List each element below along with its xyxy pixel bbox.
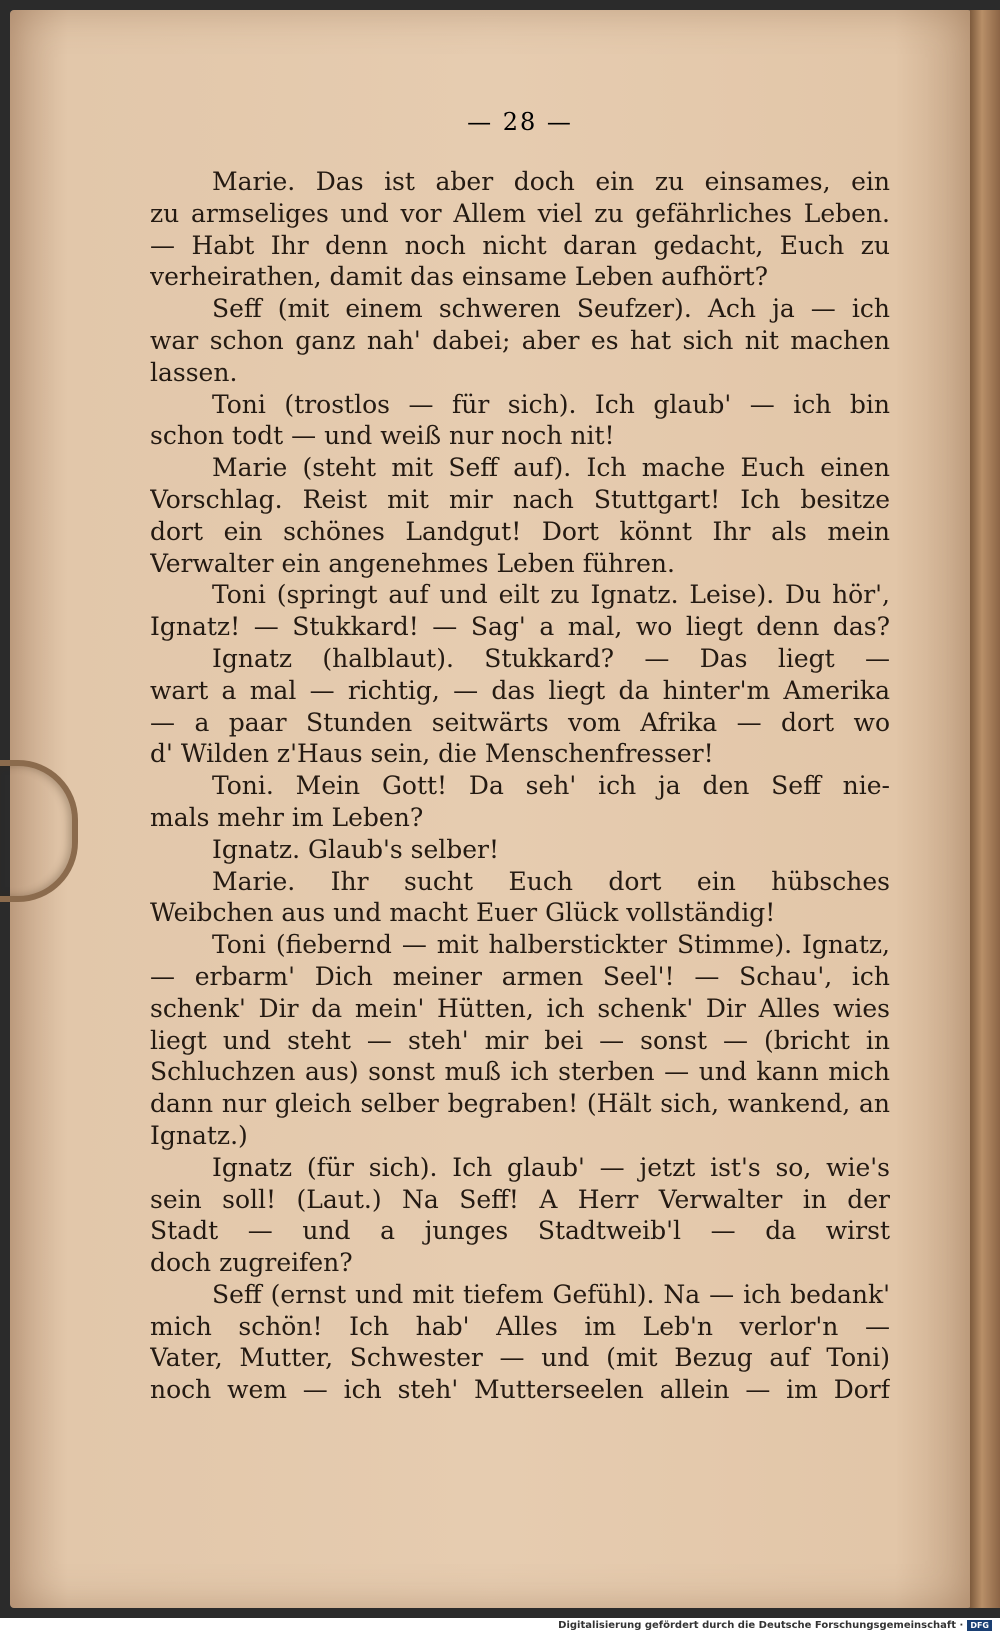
text-line: Toni. Mein Gott! Da seh' ich ja den Seff nie- xyxy=(212,771,890,801)
text-line: Ignatz! — Stukkard! — Sag' a mal, wo liegt denn das? xyxy=(150,612,890,642)
text-line: mich schön! Ich hab' Alles im Leb'n verlor'n — xyxy=(150,1311,890,1341)
text-line: sein soll! (Laut.) Na Seff! A Herr Verwalter in der xyxy=(150,1184,890,1214)
text-line: dann nur gleich selber begraben! (Hält sich, wankend, an xyxy=(150,1089,890,1119)
page-number: — 28 — xyxy=(467,108,573,136)
text-line: — Habt Ihr denn noch nicht daran gedacht, Euch zu xyxy=(150,230,890,260)
footer-text: Digitalisierung gefördert durch die Deutsche Forschungsgemeinschaft · xyxy=(558,1620,964,1631)
text-line: Ignatz. Glaub's selber! xyxy=(212,834,500,864)
text-line: Toni (trostlos — für sich). Ich glaub' — ich bin xyxy=(212,389,890,419)
text-line: Ignatz (halblaut). Stukkard? — Das liegt — xyxy=(212,643,890,673)
text-line: Schluchzen aus) sonst muß ich sterben — und kann mich xyxy=(150,1057,890,1087)
text-line: Weibchen aus und macht Euer Glück vollständig! xyxy=(150,898,776,928)
text-line: — erbarm' Dich meiner armen Seel'! — Schau', ich xyxy=(150,961,890,991)
text-line: noch wem — ich steh' Mutterseelen allein — im Dorf xyxy=(150,1375,890,1405)
text-line: Ignatz.) xyxy=(150,1120,248,1150)
text-line: d' Wilden z'Haus sein, die Menschenfresser! xyxy=(150,739,714,769)
text-line: Verwalter ein angenehmes Leben führen. xyxy=(150,548,675,578)
text-line: zu armseliges und vor Allem viel zu gefährliches Leben. xyxy=(150,198,890,228)
text-line: doch zugreifen? xyxy=(150,1248,353,1278)
dfg-logo: DFG xyxy=(967,1620,992,1631)
text-line: Vater, Mutter, Schwester — und (mit Bezug auf Toni) xyxy=(150,1343,890,1373)
text-line: Vorschlag. Reist mit mir nach Stuttgart! Ich besitze xyxy=(150,484,890,514)
text-line: Toni (springt auf und eilt zu Ignatz. Leise). Du hör', xyxy=(212,580,890,610)
text-line: wart a mal — richtig, — das liegt da hinter'm Amerika xyxy=(150,675,890,705)
text-line: Seff (ernst und mit tiefem Gefühl). Na — ich bedank' xyxy=(212,1279,890,1309)
text-line: dort ein schönes Landgut! Dort könnt Ihr als mein xyxy=(150,516,890,546)
text-line: liegt und steht — steh' mir bei — sonst — (bricht in xyxy=(150,1025,890,1055)
text-line: Seff (mit einem schweren Seufzer). Ach ja — ich xyxy=(212,294,890,324)
text-line: schon todt — und weiß nur noch nit! xyxy=(150,421,615,451)
text-line: Ignatz (für sich). Ich glaub' — jetzt ist's so, wie's xyxy=(212,1152,890,1182)
digitization-footer xyxy=(558,1619,992,1632)
text-line: Toni (fiebernd — mit halberstickter Stimme). Ignatz, xyxy=(212,930,890,960)
text-line: Stadt — und a junges Stadtweib'l — da wirst xyxy=(150,1216,890,1246)
text-line: lassen. xyxy=(150,357,238,387)
book-spine xyxy=(970,10,1000,1608)
text-line: Marie. Das ist aber doch ein zu einsames, ein xyxy=(212,167,890,196)
text-line: mals mehr im Leben? xyxy=(150,802,424,832)
text-line: Marie (steht mit Seff auf). Ich mache Euch einen xyxy=(212,453,890,483)
text-line: verheirathen, damit das einsame Leben aufhört? xyxy=(150,262,768,292)
text-line: schenk' Dir da mein' Hütten, ich schenk' Dir Alles wies xyxy=(150,993,890,1023)
text-line: war schon ganz nah' dabei; aber es hat sich nit machen xyxy=(150,325,890,355)
text-lines xyxy=(150,166,890,1406)
text-line: — a paar Stunden seitwärts vom Afrika — dort wo xyxy=(150,707,890,737)
text-line: Marie. Ihr sucht Euch dort ein hübsches xyxy=(212,866,890,896)
